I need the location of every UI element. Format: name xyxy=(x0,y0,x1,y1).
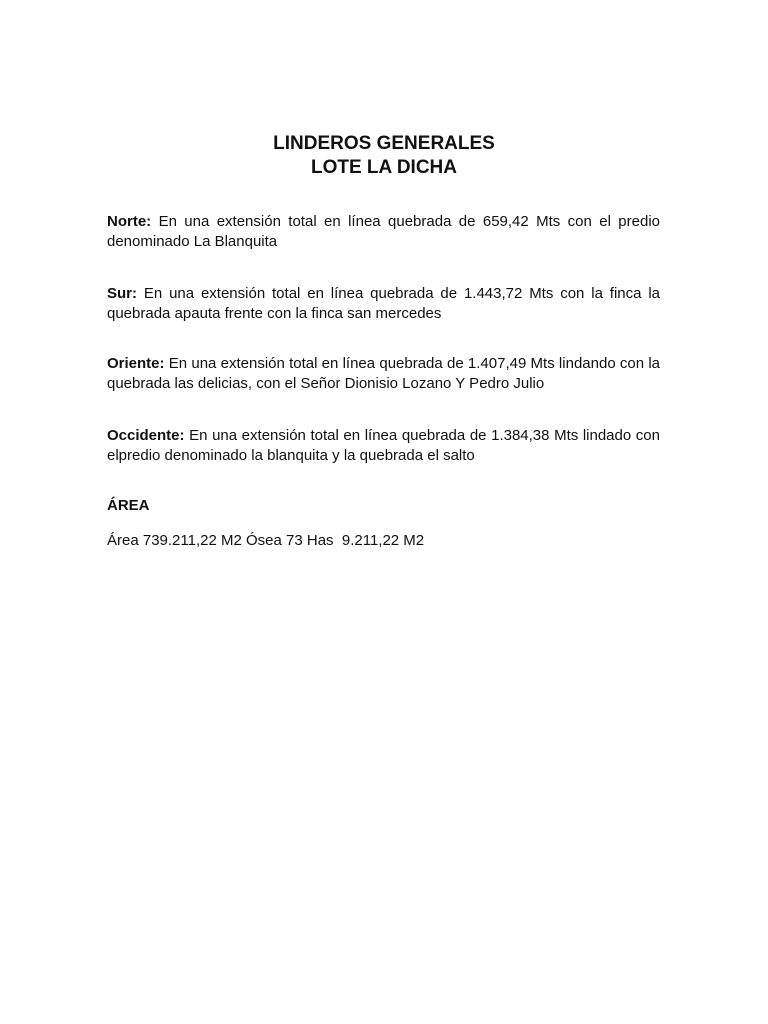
section-sur-label: Sur: xyxy=(107,285,137,302)
title-line-2: LOTE LA DICHA xyxy=(310,157,457,178)
section-oriente xyxy=(107,354,660,394)
section-norte-label: Norte: xyxy=(107,213,152,230)
section-sur xyxy=(107,284,660,324)
document-title xyxy=(0,132,768,180)
section-occidente xyxy=(107,426,660,466)
section-norte xyxy=(107,212,660,252)
area-text: Área 739.211,22 M2 Ósea 73 Has 9.211,22 M2 xyxy=(107,532,425,549)
section-oriente-text: En una extensión total en línea quebrada de 1.407,49 Mts lindando con la quebrada las delicias, con el Señor Dionisio Lozano Y Pedro Julio xyxy=(107,355,660,392)
section-oriente-label: Oriente: xyxy=(107,355,165,372)
area-heading: ÁREA xyxy=(107,497,150,514)
section-sur-text: En una extensión total en línea quebrada de 1.443,72 Mts con la finca la quebrada apauta frente con la finca san mercedes xyxy=(107,285,660,322)
section-norte-text: En una extensión total en línea quebrada de 659,42 Mts con el predio denominado La Blanquita xyxy=(107,213,660,250)
title-line-1: LINDEROS GENERALES xyxy=(273,133,495,154)
section-occidente-label: Occidente: xyxy=(107,427,185,444)
section-occidente-text: En una extensión total en línea quebrada de 1.384,38 Mts lindado con elpredio denominado la blanquita y la quebrada el salto xyxy=(107,427,660,464)
